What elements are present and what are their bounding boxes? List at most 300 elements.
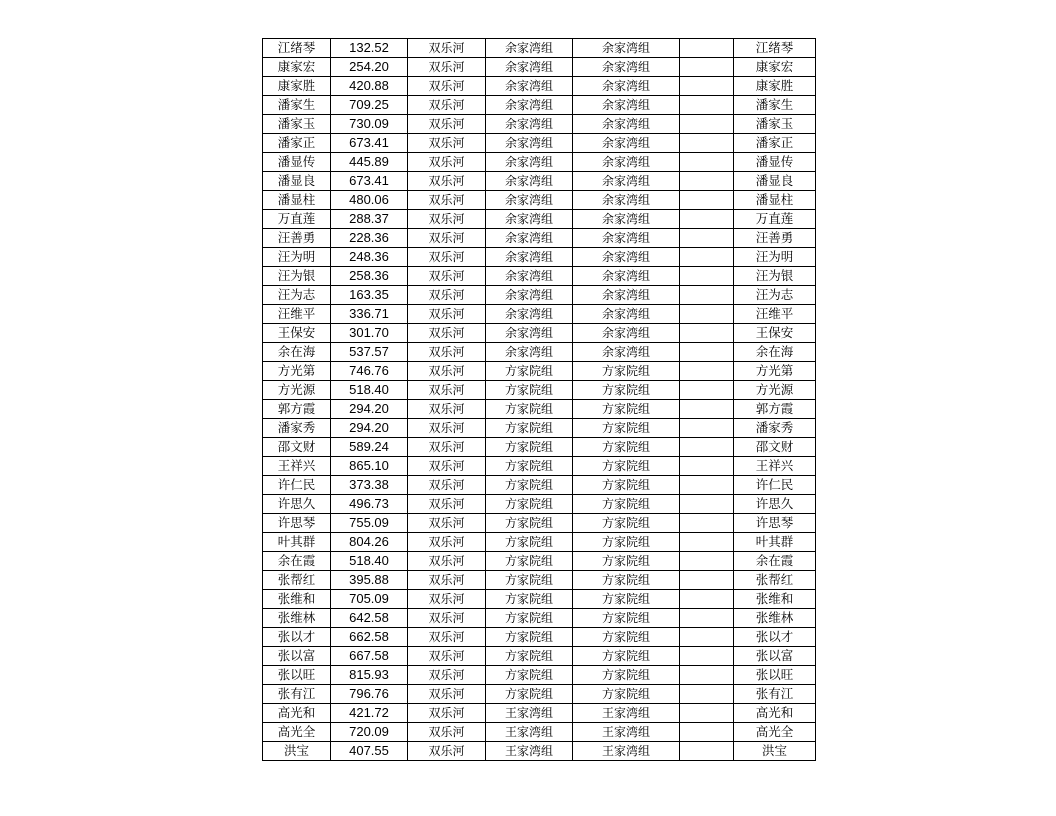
- amount-cell: 537.57: [331, 343, 408, 362]
- amount-cell: 228.36: [331, 229, 408, 248]
- blank-cell: [680, 305, 734, 324]
- amount-cell: 445.89: [331, 153, 408, 172]
- amount-cell: 804.26: [331, 533, 408, 552]
- group-repeat-cell: 王家湾组: [573, 704, 680, 723]
- village-cell: 双乐河: [408, 172, 486, 191]
- table-row: [263, 134, 816, 153]
- amount-cell: 755.09: [331, 514, 408, 533]
- group-repeat-cell: 余家湾组: [573, 58, 680, 77]
- name-cell: 潘显良: [263, 172, 331, 191]
- name-cell: 高光全: [263, 723, 331, 742]
- payee-cell: 张以旺: [734, 666, 816, 685]
- blank-cell: [680, 172, 734, 191]
- group-repeat-cell: 方家院组: [573, 419, 680, 438]
- group-cell: 余家湾组: [486, 267, 573, 286]
- group-cell: 方家院组: [486, 533, 573, 552]
- blank-cell: [680, 362, 734, 381]
- amount-cell: 746.76: [331, 362, 408, 381]
- group-cell: 余家湾组: [486, 134, 573, 153]
- table-row: [263, 590, 816, 609]
- payee-cell: 潘家正: [734, 134, 816, 153]
- group-cell: 方家院组: [486, 590, 573, 609]
- name-cell: 许思久: [263, 495, 331, 514]
- group-cell: 方家院组: [486, 514, 573, 533]
- blank-cell: [680, 571, 734, 590]
- amount-cell: 395.88: [331, 571, 408, 590]
- group-repeat-cell: 方家院组: [573, 685, 680, 704]
- group-cell: 方家院组: [486, 666, 573, 685]
- blank-cell: [680, 77, 734, 96]
- name-cell: 高光和: [263, 704, 331, 723]
- village-cell: 双乐河: [408, 77, 486, 96]
- amount-cell: 294.20: [331, 400, 408, 419]
- amount-cell: 163.35: [331, 286, 408, 305]
- amount-cell: 518.40: [331, 381, 408, 400]
- group-repeat-cell: 余家湾组: [573, 229, 680, 248]
- amount-cell: 518.40: [331, 552, 408, 571]
- blank-cell: [680, 191, 734, 210]
- table-row: [263, 533, 816, 552]
- name-cell: 汪维平: [263, 305, 331, 324]
- village-cell: 双乐河: [408, 419, 486, 438]
- name-cell: 余在霞: [263, 552, 331, 571]
- table-row: [263, 343, 816, 362]
- name-cell: 潘家生: [263, 96, 331, 115]
- name-cell: 许仁民: [263, 476, 331, 495]
- payee-cell: 汪维平: [734, 305, 816, 324]
- blank-cell: [680, 514, 734, 533]
- blank-cell: [680, 647, 734, 666]
- table-row: [263, 742, 816, 761]
- table-row: [263, 58, 816, 77]
- payee-cell: 方光第: [734, 362, 816, 381]
- group-cell: 方家院组: [486, 685, 573, 704]
- name-cell: 方光源: [263, 381, 331, 400]
- group-cell: 方家院组: [486, 647, 573, 666]
- group-cell: 方家院组: [486, 419, 573, 438]
- village-cell: 双乐河: [408, 552, 486, 571]
- village-cell: 双乐河: [408, 39, 486, 58]
- table-row: [263, 153, 816, 172]
- group-repeat-cell: 王家湾组: [573, 742, 680, 761]
- village-cell: 双乐河: [408, 248, 486, 267]
- group-cell: 余家湾组: [486, 172, 573, 191]
- group-cell: 王家湾组: [486, 704, 573, 723]
- group-repeat-cell: 余家湾组: [573, 77, 680, 96]
- village-cell: 双乐河: [408, 571, 486, 590]
- blank-cell: [680, 400, 734, 419]
- amount-cell: 336.71: [331, 305, 408, 324]
- table-row: [263, 96, 816, 115]
- table-row: [263, 229, 816, 248]
- payee-cell: 余在霞: [734, 552, 816, 571]
- blank-cell: [680, 115, 734, 134]
- village-cell: 双乐河: [408, 742, 486, 761]
- table-row: [263, 324, 816, 343]
- payee-cell: 潘显柱: [734, 191, 816, 210]
- group-cell: 方家院组: [486, 495, 573, 514]
- blank-cell: [680, 552, 734, 571]
- group-cell: 方家院组: [486, 457, 573, 476]
- village-cell: 双乐河: [408, 58, 486, 77]
- name-cell: 潘家秀: [263, 419, 331, 438]
- village-cell: 双乐河: [408, 647, 486, 666]
- group-cell: 方家院组: [486, 609, 573, 628]
- payee-cell: 王祥兴: [734, 457, 816, 476]
- amount-cell: 667.58: [331, 647, 408, 666]
- village-cell: 双乐河: [408, 457, 486, 476]
- group-cell: 余家湾组: [486, 77, 573, 96]
- blank-cell: [680, 723, 734, 742]
- blank-cell: [680, 134, 734, 153]
- blank-cell: [680, 324, 734, 343]
- payee-cell: 张维和: [734, 590, 816, 609]
- payee-cell: 叶其群: [734, 533, 816, 552]
- group-cell: 余家湾组: [486, 39, 573, 58]
- amount-cell: 662.58: [331, 628, 408, 647]
- payee-cell: 王保安: [734, 324, 816, 343]
- group-repeat-cell: 方家院组: [573, 609, 680, 628]
- name-cell: 江绪琴: [263, 39, 331, 58]
- group-repeat-cell: 余家湾组: [573, 286, 680, 305]
- name-cell: 张有江: [263, 685, 331, 704]
- payee-cell: 潘家生: [734, 96, 816, 115]
- group-repeat-cell: 方家院组: [573, 362, 680, 381]
- payee-cell: 万直莲: [734, 210, 816, 229]
- group-repeat-cell: 余家湾组: [573, 172, 680, 191]
- group-repeat-cell: 方家院组: [573, 647, 680, 666]
- blank-cell: [680, 96, 734, 115]
- payee-cell: 潘家秀: [734, 419, 816, 438]
- group-repeat-cell: 方家院组: [573, 476, 680, 495]
- blank-cell: [680, 267, 734, 286]
- blank-cell: [680, 628, 734, 647]
- payee-cell: 邵文财: [734, 438, 816, 457]
- group-repeat-cell: 方家院组: [573, 571, 680, 590]
- group-cell: 余家湾组: [486, 286, 573, 305]
- table-row: [263, 39, 816, 58]
- table-row: [263, 685, 816, 704]
- table-row: [263, 172, 816, 191]
- name-cell: 汪为明: [263, 248, 331, 267]
- name-cell: 汪为志: [263, 286, 331, 305]
- table-row: [263, 609, 816, 628]
- village-cell: 双乐河: [408, 381, 486, 400]
- group-repeat-cell: 余家湾组: [573, 191, 680, 210]
- village-cell: 双乐河: [408, 533, 486, 552]
- table-row: [263, 476, 816, 495]
- village-cell: 双乐河: [408, 115, 486, 134]
- blank-cell: [680, 343, 734, 362]
- payee-cell: 汪为银: [734, 267, 816, 286]
- group-repeat-cell: 余家湾组: [573, 210, 680, 229]
- blank-cell: [680, 438, 734, 457]
- group-cell: 方家院组: [486, 438, 573, 457]
- payee-cell: 张有江: [734, 685, 816, 704]
- name-cell: 邵文财: [263, 438, 331, 457]
- group-repeat-cell: 余家湾组: [573, 248, 680, 267]
- village-cell: 双乐河: [408, 609, 486, 628]
- village-cell: 双乐河: [408, 305, 486, 324]
- village-cell: 双乐河: [408, 153, 486, 172]
- village-cell: 双乐河: [408, 590, 486, 609]
- village-cell: 双乐河: [408, 628, 486, 647]
- village-cell: 双乐河: [408, 438, 486, 457]
- group-cell: 王家湾组: [486, 742, 573, 761]
- blank-cell: [680, 666, 734, 685]
- village-cell: 双乐河: [408, 267, 486, 286]
- blank-cell: [680, 685, 734, 704]
- group-repeat-cell: 余家湾组: [573, 96, 680, 115]
- blank-cell: [680, 286, 734, 305]
- payee-cell: 张以富: [734, 647, 816, 666]
- table-row: [263, 419, 816, 438]
- group-repeat-cell: 方家院组: [573, 438, 680, 457]
- table-row: [263, 362, 816, 381]
- blank-cell: [680, 229, 734, 248]
- payee-cell: 康家胜: [734, 77, 816, 96]
- group-cell: 方家院组: [486, 571, 573, 590]
- table-body: [263, 39, 816, 761]
- table-row: [263, 628, 816, 647]
- blank-cell: [680, 590, 734, 609]
- amount-cell: 642.58: [331, 609, 408, 628]
- group-cell: 方家院组: [486, 400, 573, 419]
- amount-cell: 301.70: [331, 324, 408, 343]
- amount-cell: 258.36: [331, 267, 408, 286]
- name-cell: 张维林: [263, 609, 331, 628]
- name-cell: 余在海: [263, 343, 331, 362]
- payee-cell: 余在海: [734, 343, 816, 362]
- amount-cell: 865.10: [331, 457, 408, 476]
- group-repeat-cell: 方家院组: [573, 457, 680, 476]
- name-cell: 潘家玉: [263, 115, 331, 134]
- table-row: [263, 723, 816, 742]
- group-repeat-cell: 余家湾组: [573, 153, 680, 172]
- table-row: [263, 514, 816, 533]
- name-cell: 张维和: [263, 590, 331, 609]
- village-cell: 双乐河: [408, 96, 486, 115]
- group-repeat-cell: 余家湾组: [573, 267, 680, 286]
- name-cell: 张以才: [263, 628, 331, 647]
- amount-cell: 720.09: [331, 723, 408, 742]
- payee-cell: 汪善勇: [734, 229, 816, 248]
- payee-cell: 潘家玉: [734, 115, 816, 134]
- name-cell: 万直莲: [263, 210, 331, 229]
- payee-cell: 许思琴: [734, 514, 816, 533]
- group-cell: 余家湾组: [486, 58, 573, 77]
- village-cell: 双乐河: [408, 704, 486, 723]
- group-repeat-cell: 方家院组: [573, 495, 680, 514]
- payee-cell: 江绪琴: [734, 39, 816, 58]
- group-repeat-cell: 余家湾组: [573, 39, 680, 58]
- group-cell: 余家湾组: [486, 248, 573, 267]
- table-row: [263, 400, 816, 419]
- group-repeat-cell: 方家院组: [573, 666, 680, 685]
- group-cell: 余家湾组: [486, 191, 573, 210]
- blank-cell: [680, 533, 734, 552]
- blank-cell: [680, 609, 734, 628]
- village-cell: 双乐河: [408, 210, 486, 229]
- payee-cell: 张维林: [734, 609, 816, 628]
- amount-cell: 705.09: [331, 590, 408, 609]
- name-cell: 张以富: [263, 647, 331, 666]
- amount-cell: 294.20: [331, 419, 408, 438]
- blank-cell: [680, 495, 734, 514]
- village-cell: 双乐河: [408, 476, 486, 495]
- blank-cell: [680, 248, 734, 267]
- table-row: [263, 457, 816, 476]
- name-cell: 洪宝: [263, 742, 331, 761]
- group-cell: 余家湾组: [486, 115, 573, 134]
- table-row: [263, 305, 816, 324]
- payee-cell: 张以才: [734, 628, 816, 647]
- amount-cell: 421.72: [331, 704, 408, 723]
- group-cell: 王家湾组: [486, 723, 573, 742]
- amount-cell: 589.24: [331, 438, 408, 457]
- payee-cell: 洪宝: [734, 742, 816, 761]
- amount-cell: 248.36: [331, 248, 408, 267]
- group-repeat-cell: 方家院组: [573, 533, 680, 552]
- village-cell: 双乐河: [408, 286, 486, 305]
- blank-cell: [680, 742, 734, 761]
- data-table: [262, 38, 816, 761]
- village-cell: 双乐河: [408, 514, 486, 533]
- payee-cell: 潘显传: [734, 153, 816, 172]
- village-cell: 双乐河: [408, 666, 486, 685]
- group-repeat-cell: 方家院组: [573, 552, 680, 571]
- payee-cell: 高光和: [734, 704, 816, 723]
- amount-cell: 815.93: [331, 666, 408, 685]
- amount-cell: 254.20: [331, 58, 408, 77]
- table-row: [263, 191, 816, 210]
- name-cell: 汪善勇: [263, 229, 331, 248]
- table-row: [263, 115, 816, 134]
- payee-cell: 高光全: [734, 723, 816, 742]
- blank-cell: [680, 210, 734, 229]
- village-cell: 双乐河: [408, 362, 486, 381]
- amount-cell: 730.09: [331, 115, 408, 134]
- group-repeat-cell: 余家湾组: [573, 134, 680, 153]
- name-cell: 叶其群: [263, 533, 331, 552]
- table-row: [263, 77, 816, 96]
- name-cell: 许思琴: [263, 514, 331, 533]
- group-cell: 方家院组: [486, 381, 573, 400]
- group-cell: 方家院组: [486, 628, 573, 647]
- table-row: [263, 267, 816, 286]
- village-cell: 双乐河: [408, 343, 486, 362]
- name-cell: 方光第: [263, 362, 331, 381]
- blank-cell: [680, 58, 734, 77]
- group-cell: 方家院组: [486, 552, 573, 571]
- blank-cell: [680, 476, 734, 495]
- name-cell: 潘显柱: [263, 191, 331, 210]
- name-cell: 汪为银: [263, 267, 331, 286]
- amount-cell: 420.88: [331, 77, 408, 96]
- group-repeat-cell: 余家湾组: [573, 324, 680, 343]
- payee-cell: 潘显良: [734, 172, 816, 191]
- group-repeat-cell: 余家湾组: [573, 343, 680, 362]
- name-cell: 潘家正: [263, 134, 331, 153]
- amount-cell: 288.37: [331, 210, 408, 229]
- group-cell: 余家湾组: [486, 324, 573, 343]
- group-cell: 余家湾组: [486, 153, 573, 172]
- village-cell: 双乐河: [408, 495, 486, 514]
- payee-cell: 许仁民: [734, 476, 816, 495]
- amount-cell: 673.41: [331, 172, 408, 191]
- amount-cell: 496.73: [331, 495, 408, 514]
- table-row: [263, 495, 816, 514]
- blank-cell: [680, 457, 734, 476]
- table-row: [263, 381, 816, 400]
- group-repeat-cell: 方家院组: [573, 514, 680, 533]
- group-repeat-cell: 方家院组: [573, 628, 680, 647]
- name-cell: 张帮红: [263, 571, 331, 590]
- payee-cell: 汪为志: [734, 286, 816, 305]
- blank-cell: [680, 419, 734, 438]
- table-row: [263, 704, 816, 723]
- payee-cell: 汪为明: [734, 248, 816, 267]
- village-cell: 双乐河: [408, 229, 486, 248]
- blank-cell: [680, 39, 734, 58]
- name-cell: 康家胜: [263, 77, 331, 96]
- group-cell: 余家湾组: [486, 210, 573, 229]
- group-repeat-cell: 方家院组: [573, 400, 680, 419]
- group-repeat-cell: 余家湾组: [573, 115, 680, 134]
- amount-cell: 673.41: [331, 134, 408, 153]
- blank-cell: [680, 153, 734, 172]
- table-row: [263, 552, 816, 571]
- name-cell: 张以旺: [263, 666, 331, 685]
- village-cell: 双乐河: [408, 400, 486, 419]
- group-repeat-cell: 余家湾组: [573, 305, 680, 324]
- group-cell: 余家湾组: [486, 96, 573, 115]
- amount-cell: 132.52: [331, 39, 408, 58]
- payee-cell: 许思久: [734, 495, 816, 514]
- name-cell: 王祥兴: [263, 457, 331, 476]
- payee-cell: 张帮红: [734, 571, 816, 590]
- table-row: [263, 248, 816, 267]
- amount-cell: 796.76: [331, 685, 408, 704]
- name-cell: 潘显传: [263, 153, 331, 172]
- village-cell: 双乐河: [408, 723, 486, 742]
- blank-cell: [680, 704, 734, 723]
- payee-cell: 方光源: [734, 381, 816, 400]
- group-cell: 方家院组: [486, 362, 573, 381]
- amount-cell: 480.06: [331, 191, 408, 210]
- name-cell: 王保安: [263, 324, 331, 343]
- blank-cell: [680, 381, 734, 400]
- group-cell: 余家湾组: [486, 343, 573, 362]
- group-repeat-cell: 方家院组: [573, 381, 680, 400]
- amount-cell: 373.38: [331, 476, 408, 495]
- table-row: [263, 438, 816, 457]
- village-cell: 双乐河: [408, 191, 486, 210]
- payee-cell: 郭方霞: [734, 400, 816, 419]
- group-cell: 余家湾组: [486, 229, 573, 248]
- payee-cell: 康家宏: [734, 58, 816, 77]
- group-repeat-cell: 方家院组: [573, 590, 680, 609]
- table-row: [263, 210, 816, 229]
- table-row: [263, 647, 816, 666]
- table-row: [263, 286, 816, 305]
- table-row: [263, 666, 816, 685]
- village-cell: 双乐河: [408, 134, 486, 153]
- group-cell: 方家院组: [486, 476, 573, 495]
- name-cell: 康家宏: [263, 58, 331, 77]
- table-row: [263, 571, 816, 590]
- name-cell: 郭方霞: [263, 400, 331, 419]
